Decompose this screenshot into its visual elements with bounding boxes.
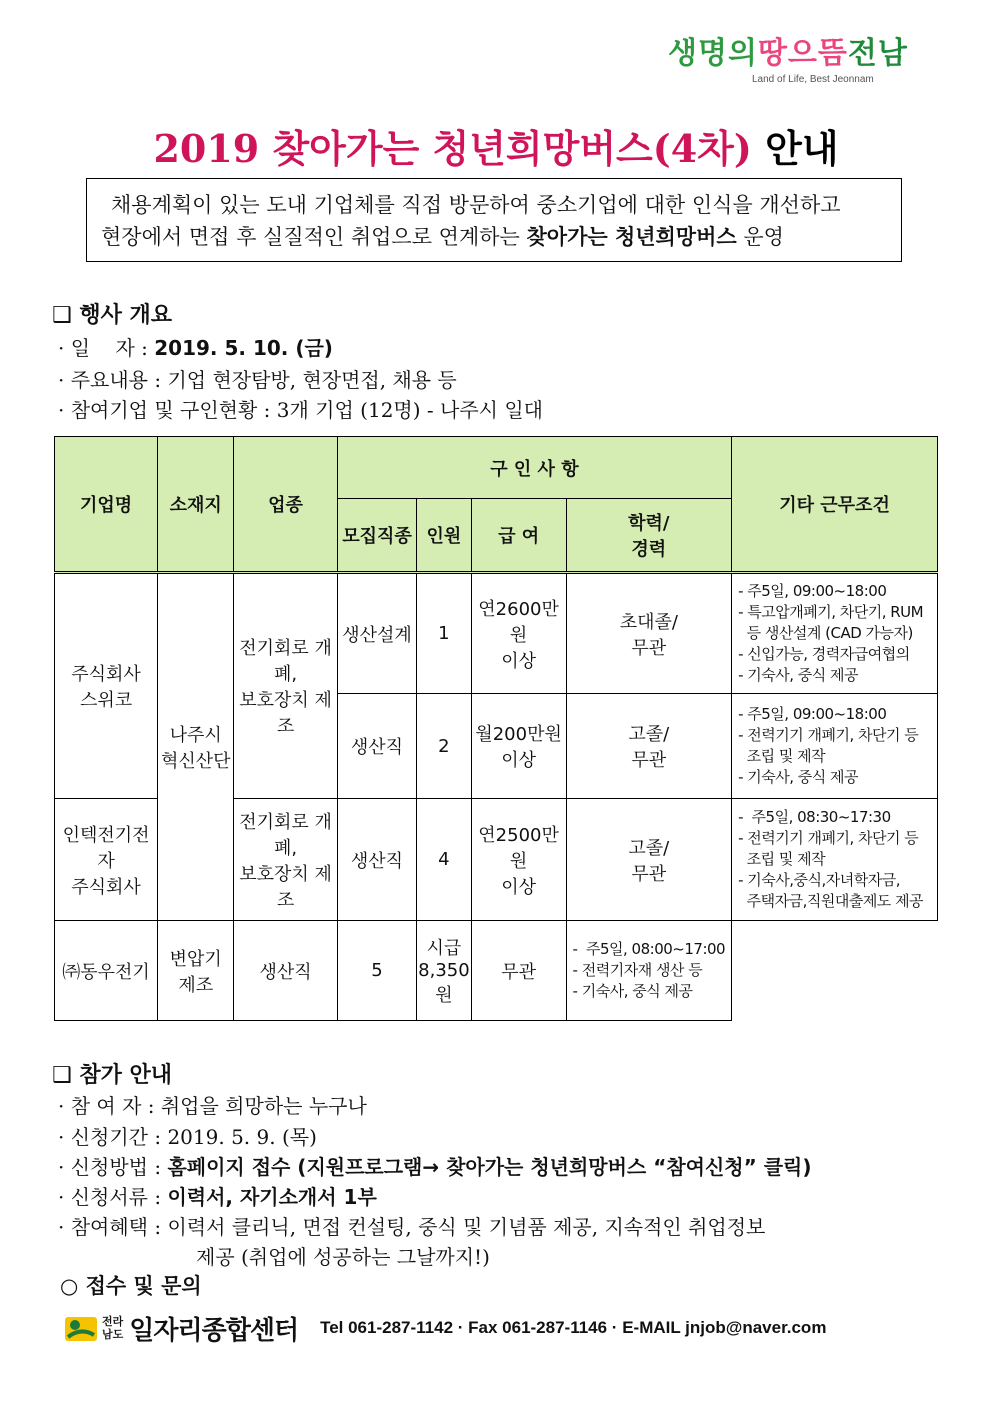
education-cell: 초대졸/ 무관 [566,573,732,694]
header-job: 모집직종 [337,499,416,573]
company-cell: 인텍전기전자 주식회사 [55,799,158,921]
guide-period: · 신청기간 : 2019. 5. 9. (목) [58,1125,317,1149]
header-education: 학력/ 경력 [566,499,732,573]
contact-info: Tel 061-287-1142 · Fax 061-287-1146 · E-MAIL jnjob@naver.com [320,1318,827,1337]
guide-docs: · 신청서류 : 이력서, 자기소개서 1부 [58,1185,377,1209]
company-cell: ㈜동우전기 [55,921,158,1021]
people-cell: 1 [417,573,471,694]
education-cell: 고졸/ 무관 [566,694,732,799]
header-people: 인원 [417,499,471,573]
overview-date: · 일 자 : 2019. 5. 10. (금) [58,336,333,360]
salary-cell: 월200만원 이상 [471,694,566,799]
conditions-cell: - 주5일, 09:00~18:00 - 특고압개폐기, 차단기, RUM 등 생산설계 (CAD 가능자) - 신입가능, 경력자급여협의 - 기숙사, 중식 제공 [732,573,938,694]
jeonnam-logo [668,28,908,98]
job-cell: 생산직 [234,921,337,1021]
people-cell: 2 [417,694,471,799]
salary-cell: 연2500만원 이상 [471,799,566,921]
header-conditions: 기타 근무조건 [732,437,938,573]
header-industry: 업종 [234,437,337,573]
table-header-row [55,437,938,499]
contact-heading: ○ 접수 및 문의 [60,1274,202,1298]
guide-method: · 신청방법 : 홈페이지 접수 (지원프로그램→ 찾아가는 청년희망버스 “참여신청” 클릭) [58,1155,812,1179]
intro-line-1: 채용계획이 있는 도내 기업체를 직접 방문하여 중소기업에 대한 인식을 개선하고 [111,193,841,217]
header-company: 기업명 [55,437,158,573]
footer [64,1310,826,1346]
logo-subtitle: Land of Life, Best Jeonnam [752,74,874,85]
org-region: 전라 남도 [102,1315,124,1341]
education-cell: 무관 [471,921,566,1021]
org-name: 일자리종합센터 [129,1315,299,1346]
company-cell: 주식회사 스위코 [55,573,158,799]
guide-target: · 참 여 자 : 취업을 희망하는 누구나 [58,1094,367,1118]
job-cell: 생산직 [337,799,416,921]
overview-heading: ❑ 행사 개요 [52,303,173,328]
conditions-cell: - 주5일, 08:00~17:00 - 전력기자재 생산 등 - 기숙사, 중식 제공 [566,921,732,1021]
conditions-cell: - 주5일, 09:00~18:00 - 전력기기 개폐기, 차단기 등 조립 및 제작 - 기숙사, 중식 제공 [732,694,938,799]
intro-line-2: 현장에서 면접 후 실질적인 취업으로 연계하는 찾아가는 청년희망버스 운영 [101,225,784,249]
guide-benefit-cont: 제공 (취업에 성공하는 그날까지!) [196,1245,490,1269]
page-title: 2019 찾아가는 청년희망버스(4차) 안내 [153,126,839,171]
guide-heading: ❑ 참가 안내 [52,1063,173,1088]
salary-cell: 연2600만원 이상 [471,573,566,694]
overview-companies: · 참여기업 및 구인현황 : 3개 기업 (12명) - 나주시 일대 [58,398,543,422]
header-salary: 급 여 [471,499,566,573]
industry-cell: 전기회로 개폐, 보호장치 제조 [234,799,337,921]
intro-box [86,178,902,262]
recruitment-table [54,436,938,1021]
industry-cell: 변압기 제조 [158,921,234,1021]
table-row [55,573,938,694]
location-cell: 나주시 혁신산단 [158,573,234,921]
people-cell: 5 [337,921,416,1021]
logo-wordmark: 생명의땅으뜸전남 [668,36,908,71]
guide-benefit: · 참여혜택 : 이력서 클리닉, 면접 컨설팅, 중식 및 기념품 제공, 지속적인 취업정보 [58,1215,766,1239]
job-cell: 생산설계 [337,573,416,694]
job-cell: 생산직 [337,694,416,799]
header-location: 소재지 [158,437,234,573]
education-cell: 고졸/ 무관 [566,799,732,921]
table-row [55,921,938,1021]
overview-content: · 주요내용 : 기업 현장탐방, 현장면접, 채용 등 [58,368,457,392]
job-center-logo-icon [64,1313,100,1343]
people-cell: 4 [417,799,471,921]
industry-cell: 전기회로 개폐, 보호장치 제조 [234,573,337,799]
conditions-cell: - 주5일, 08:30~17:30 - 전력기기 개폐기, 차단기 등 조립 및 제작 - 기숙사,중식,자녀학자금, 주택자금,직원대출제도 제공 [732,799,938,921]
salary-cell: 시급 8,350원 [417,921,471,1021]
header-recruit: 구 인 사 항 [337,437,731,499]
